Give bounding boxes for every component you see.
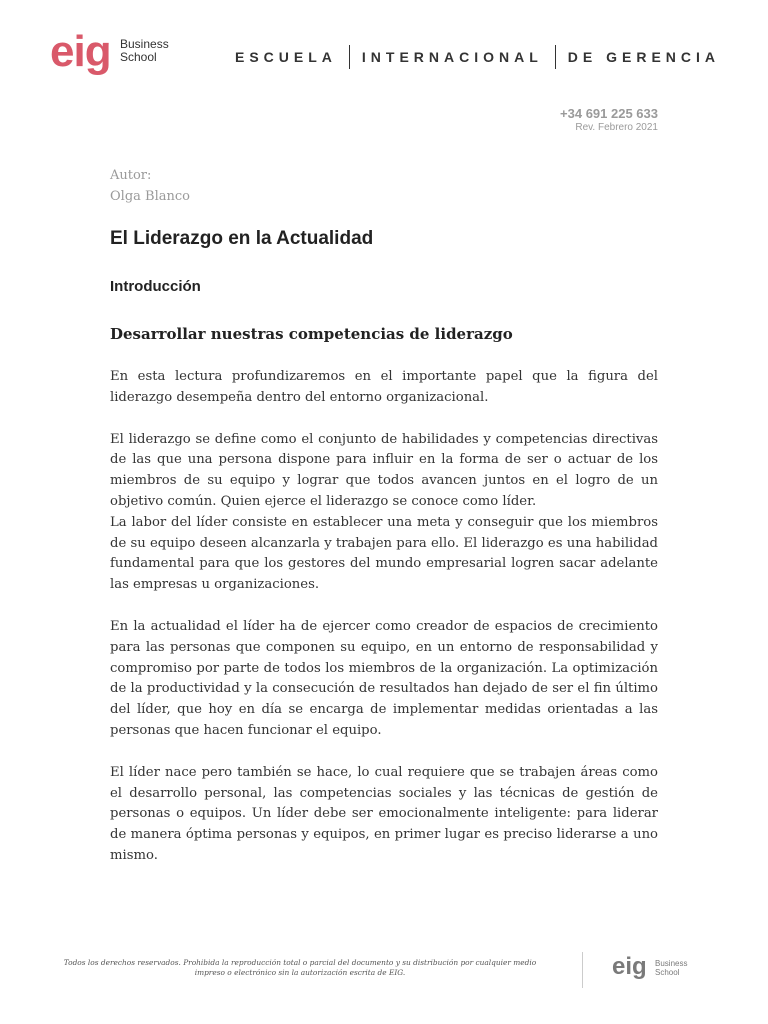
eig-logo[interactable] — [50, 27, 169, 76]
footer-divider — [582, 952, 583, 988]
footer-logo-mark: eig — [612, 953, 647, 980]
school-name-banner — [235, 45, 720, 69]
logo-subtitle — [120, 38, 169, 64]
document-title: El Liderazgo en la Actualidad — [110, 228, 374, 249]
body-text — [110, 367, 658, 867]
copyright-notice — [45, 958, 555, 978]
footer-logo-subtitle — [655, 959, 687, 977]
paragraph: La labor del líder consiste en establecer una meta y conseguir que los miembros de su equipo deseen alcanzarla y trabajen para ello. El liderazgo es una habilidad fundamental para que los gestores del mundo empresarial logren sacar adelante las empresas u organizaciones. — [110, 514, 658, 593]
banner-word-1: ESCUELA — [235, 49, 337, 65]
section-heading: Introducción — [110, 278, 201, 295]
logo-mark: eig — [50, 27, 111, 76]
logo-line-2: School — [120, 50, 157, 64]
revision-date: Rev. Febrero 2021 — [575, 122, 658, 133]
author-block — [110, 165, 190, 207]
author-label: Autor: — [110, 168, 152, 183]
paragraph: En esta lectura profundizaremos en el importante papel que la figura del liderazgo desempeña dentro del entorno organizacional. — [110, 369, 658, 405]
page-header — [0, 0, 768, 90]
subheading: Desarrollar nuestras competencias de liderazgo — [110, 325, 513, 343]
footer-logo — [612, 953, 688, 980]
paragraph: El liderazgo se define como el conjunto de habilidades y competencias directivas de las que una persona dispone para influir en la forma de ser o actuar de los miembros de su equipo y lograr que todos avancen juntos en el logro de un objetivo común. Quien ejerce el liderazgo se conoce como líder. — [110, 431, 658, 509]
banner-word-3: DE GERENCIA — [567, 49, 721, 65]
paragraph: El líder nace pero también se hace, lo cual requiere que se trabajen áreas como el desarrollo personal, las competencias sociales y las técnicas de gestión de personas o equipos. Un líder debe ser emocionalmente inteligente: para liderar de manera óptima personas y equipos, en primer lugar es preciso liderarse a uno mismo. — [110, 764, 658, 863]
contact-info — [560, 106, 658, 133]
copyright-line-2: impreso o electrónico sin la autorización escrita de EIG. — [194, 968, 406, 977]
paragraph: En la actualidad el líder ha de ejercer como creador de espacios de crecimiento para las personas que componen su equipo, en un entorno de responsabilidad y compromiso por parte de todos los miembros de la organización. La optimización de la productividad y la consecución de resultados han dejado de ser el fin último del líder, que hoy en día se encarga de implementar medidas orientadas a las personas que hacen funcionar el equipo. — [110, 618, 658, 738]
copyright-line-1: Todos los derechos reservados. Prohibida la reproducción total o parcial del documento y su distribución por cualquier medio — [63, 958, 537, 967]
banner-divider — [555, 45, 556, 69]
footer-logo-line-1: Business — [655, 959, 688, 968]
author-name: Olga Blanco — [110, 189, 190, 204]
banner-word-2: INTERNACIONAL — [361, 49, 543, 65]
banner-divider — [349, 45, 350, 69]
logo-line-1: Business — [120, 37, 169, 51]
phone-number[interactable]: +34 691 225 633 — [560, 106, 658, 121]
footer-logo-line-2: School — [655, 968, 680, 977]
